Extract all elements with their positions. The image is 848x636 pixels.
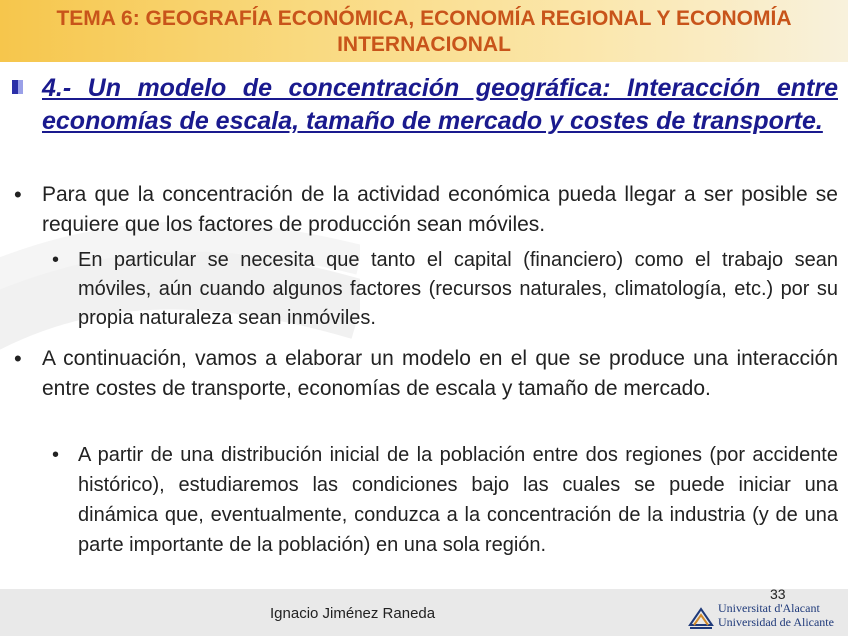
section-heading: 4.- Un modelo de concentración geográfica: Interacción entre economías de escala, tamaño de mercado y costes de transporte. <box>42 74 838 135</box>
university-logo <box>688 601 838 633</box>
heading-square-bullet-icon <box>12 80 23 94</box>
slide-header <box>0 0 848 62</box>
author-name: Ignacio Jiménez Raneda <box>270 605 436 622</box>
slide-title-line2: INTERNACIONAL <box>337 33 511 56</box>
bullet-2-text: A continuación, vamos a elaborar un modelo en el que se produce una interacción entre costes de transporte, economías de escala y tamaño de mercado. <box>42 347 838 400</box>
bullet-1-text: Para que la concentración de la actividad económica pueda llegar a ser posible se requiere que los factores de producción sean móviles. <box>42 183 838 236</box>
sub-bullet-dot-icon: • <box>52 249 60 271</box>
page-number: 33 <box>770 586 786 602</box>
slide-title-line1: TEMA 6: GEOGRAFÍA ECONÓMICA, ECONOMÍA REGIONAL Y ECONOMÍA <box>56 7 792 30</box>
university-name-line2: Universidad de Alicante <box>718 615 834 629</box>
university-name <box>718 601 834 629</box>
bullet-dot-icon: • <box>14 346 22 371</box>
university-seal-icon <box>688 605 714 631</box>
slide-title <box>0 6 848 58</box>
sub-bullet-dot-icon: • <box>52 444 60 466</box>
bullet-2-sub-text: A partir de una distribución inicial de la población entre dos regiones (por accidente histórico), estudiaremos las condiciones bajo las cuales se puede iniciar una dinámica que, eventualmente, conduzca a la concentración de la industria (y de una parte importante de la población) en una sola región. <box>78 444 838 556</box>
university-name-line1: Universitat d'Alacant <box>718 601 820 615</box>
bullet-1-sub-text: En particular se necesita que tanto el capital (financiero) como el trabajo sean móviles, aún cuando algunos factores (recursos naturales, climatología, etc.) por su propia naturaleza sean inmóviles. <box>78 249 838 329</box>
bullet-dot-icon: • <box>14 182 22 207</box>
